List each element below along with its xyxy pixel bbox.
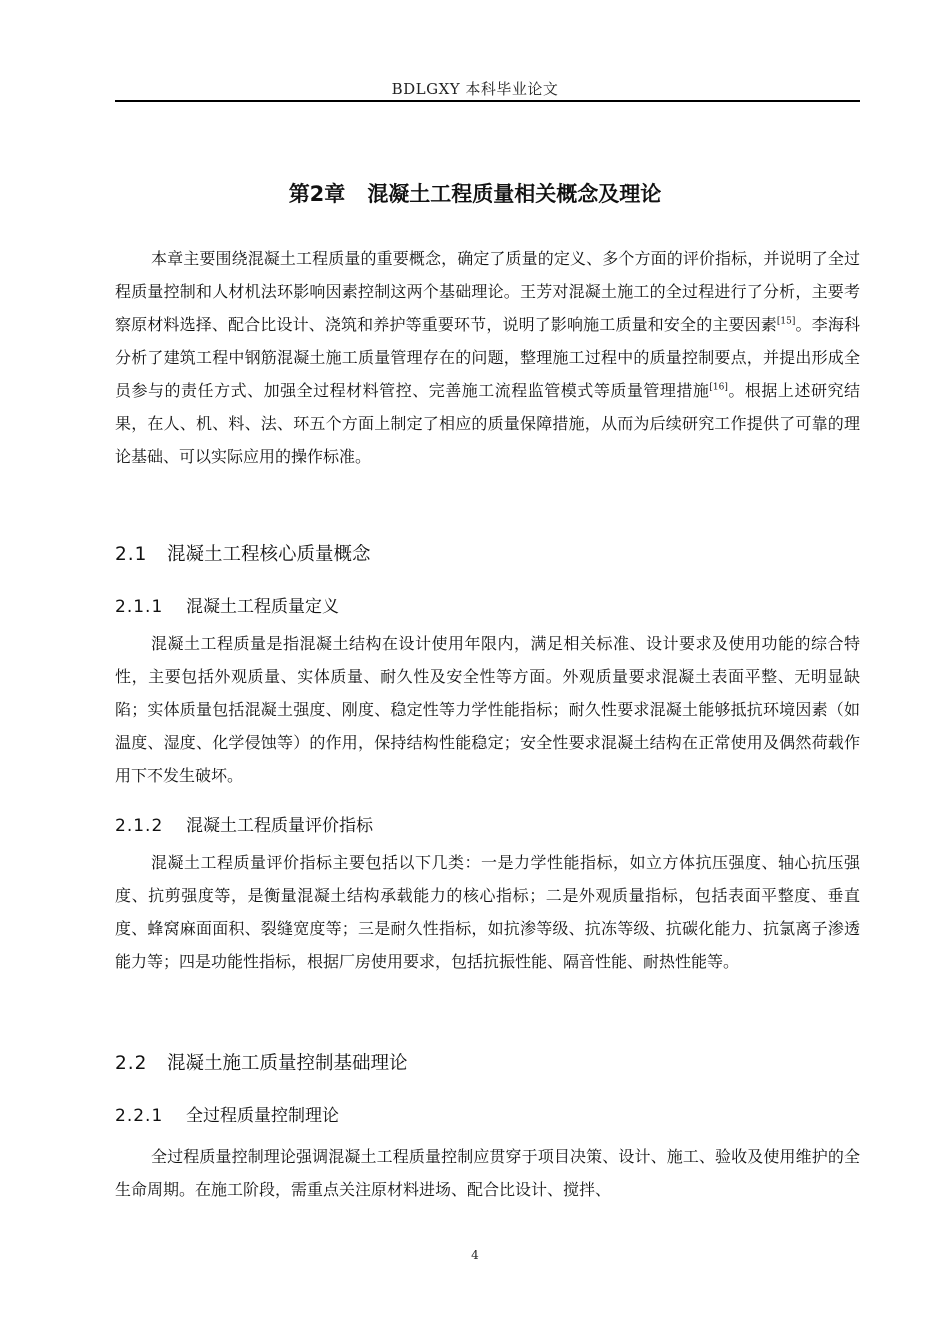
section-body-2-2-1: 全过程质量控制理论强调混凝土工程质量控制应贯穿于项目决策、设计、施工、验收及使用维护的全生命周期。在施工阶段，需重点关注原材料进场、配合比设计、搅拌、 <box>115 1147 860 1199</box>
chapter-title-text: 混凝土工程质量相关概念及理论 <box>367 182 662 206</box>
section-body-2-1-2: 混凝土工程质量评价指标主要包括以下几类：一是力学性能指标，如立方体抗压强度、轴心抗压强度、抗剪强度等，是衡量混凝土结构承载能力的核心指标；二是外观质量指标，包括表面平整度、垂直度、蜂窝麻面面积、裂缝宽度等；三是耐久性指标，如抗渗等级、抗冻等级、抗碳化能力、抗氯离子渗透能力等；四是功能性指标，根据厂房使用要求，包括抗振性能、隔音性能、耐热性能等。 <box>115 853 860 971</box>
citation-ref[interactable]: [15] <box>776 316 796 327</box>
intro-paragraph: 本章主要围绕混凝土工程质量的重要概念，确定了质量的定义、多个方面的评价指标，并说明了全过程质量控制和人材机法环影响因素控制这两个基础理论。王芳对混凝土施工的全过程进行了分析，主要考察原材料选择、配合比设计、浇筑和养护等重要环节，说明了影响施工质量和安全的主要因素[15]。李海科分析了建筑工程中钢筋混凝土施工质量管理存在的问题，整理施工过程中的质量控制要点，并提出形成全员参与的责任方式、加强全过程材料管控、完善施工流程监管模式等质量管理措施[16]。根据上述研究结果，在人、机、料、法、环五个方面上制定了相应的质量保障措施，从而为后续研究工作提供了可靠的理论基础、可以实际应用的操作标准。 <box>115 249 860 466</box>
section-heading-2-1 <box>115 540 371 566</box>
page-number: 4 <box>471 1248 479 1262</box>
running-header: BDLGXY 本科毕业论文 <box>391 80 559 98</box>
chapter-title <box>0 178 950 208</box>
section-title: 混凝土施工质量控制基础理论 <box>167 1053 408 1074</box>
section-heading-2-2-1 <box>115 1101 339 1126</box>
header-rule <box>115 100 860 102</box>
section-title: 混凝土工程质量评价指标 <box>186 816 373 836</box>
section-heading-2-2 <box>115 1049 408 1075</box>
section-body-2-1-1: 混凝土工程质量是指混凝土结构在设计使用年限内，满足相关标准、设计要求及使用功能的综合特性，主要包括外观质量、实体质量、耐久性及安全性等方面。外观质量要求混凝土表面平整、无明显缺陷；实体质量包括混凝土强度、刚度、稳定性等力学性能指标；耐久性要求混凝土能够抵抗环境因素（如温度、湿度、化学侵蚀等）的作用，保持结构性能稳定；安全性要求混凝土结构在正常使用及偶然荷载作用下不发生破坏。 <box>115 634 860 785</box>
citation-ref[interactable]: [16] <box>709 382 728 393</box>
section-title: 混凝土工程质量定义 <box>186 597 339 617</box>
section-title: 混凝土工程核心质量概念 <box>167 544 371 565</box>
section-heading-2-1-1 <box>115 592 339 617</box>
section-heading-2-1-2 <box>115 811 373 836</box>
chapter-number: 第2章 <box>288 182 346 206</box>
section-number: 2.1.1 <box>115 597 164 617</box>
section-number: 2.2 <box>115 1053 148 1074</box>
section-number: 2.2.1 <box>115 1106 164 1126</box>
section-title: 全过程质量控制理论 <box>186 1106 339 1126</box>
section-number: 2.1.2 <box>115 816 164 836</box>
section-number: 2.1 <box>115 544 148 565</box>
